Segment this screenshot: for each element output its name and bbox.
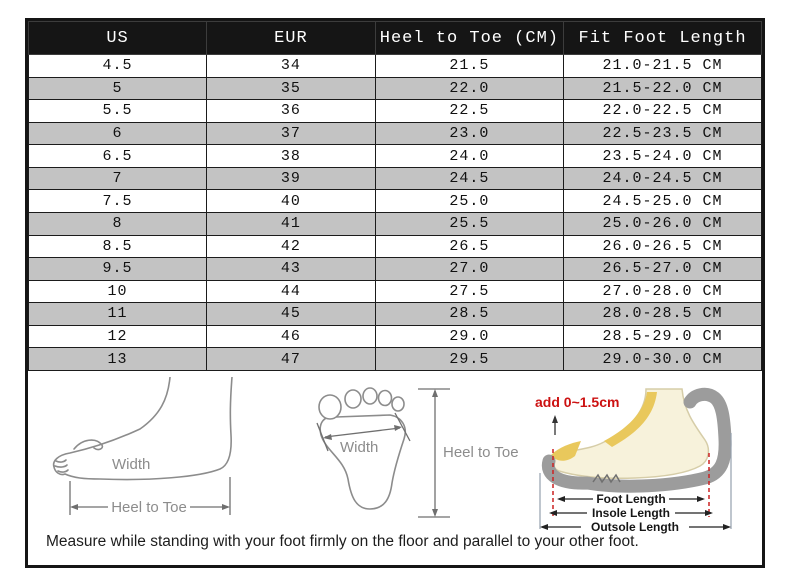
table-row: [29, 145, 762, 168]
us-size-cell: 6: [29, 122, 207, 145]
heel-to-toe-cell: 25.5: [375, 212, 563, 235]
col-header-eur: EUR: [207, 22, 376, 55]
eur-size-cell: 40: [207, 190, 376, 213]
table-row: [29, 77, 762, 100]
eur-size-cell: 36: [207, 100, 376, 123]
fit-foot-length-cell: 28.5-29.0 CM: [564, 325, 762, 348]
eur-size-cell: 39: [207, 167, 376, 190]
table-row: [29, 55, 762, 78]
us-size-cell: 4.5: [29, 55, 207, 78]
us-size-cell: 13: [29, 348, 207, 371]
fit-foot-length-cell: 24.5-25.0 CM: [564, 190, 762, 213]
toe-4: [379, 391, 392, 406]
eur-size-cell: 38: [207, 145, 376, 168]
heel-to-toe-cell: 23.0: [375, 122, 563, 145]
eur-size-cell: 44: [207, 280, 376, 303]
us-size-cell: 5.5: [29, 100, 207, 123]
big-toe: [319, 395, 341, 419]
eur-size-cell: 42: [207, 235, 376, 258]
us-size-cell: 8: [29, 212, 207, 235]
shoe-length-diagram: [535, 377, 750, 537]
us-size-cell: 9.5: [29, 258, 207, 281]
heel-to-toe-cell: 24.5: [375, 167, 563, 190]
heel-to-toe-cell: 27.5: [375, 280, 563, 303]
col-header-heel-to-toe: Heel to Toe (CM): [375, 22, 563, 55]
fit-foot-length-cell: 21.5-22.0 CM: [564, 77, 762, 100]
toe-2: [345, 390, 361, 408]
eur-size-cell: 45: [207, 303, 376, 326]
heel-to-toe-cell: 27.0: [375, 258, 563, 281]
us-size-cell: 5: [29, 77, 207, 100]
table-row: [29, 122, 762, 145]
size-chart-panel: [25, 18, 765, 568]
heel-to-toe-cell: 29.5: [375, 348, 563, 371]
table-row: [29, 212, 762, 235]
fit-foot-length-cell: 25.0-26.0 CM: [564, 212, 762, 235]
us-size-cell: 12: [29, 325, 207, 348]
side-width-label: Width: [112, 456, 151, 473]
toe-lines: [55, 460, 68, 472]
table-row: [29, 325, 762, 348]
toe-5: [392, 397, 404, 411]
top-heel-to-toe-label: Heel to Toe: [443, 444, 519, 461]
heel-to-toe-cell: 28.5: [375, 303, 563, 326]
us-size-cell: 8.5: [29, 235, 207, 258]
heel-to-toe-cell: 22.5: [375, 100, 563, 123]
outsole-length-label: Outsole Length: [591, 520, 679, 534]
fit-foot-length-cell: 23.5-24.0 CM: [564, 145, 762, 168]
side-heel-to-toe-label: Heel to Toe: [111, 499, 187, 516]
toe-3: [363, 388, 377, 404]
us-size-cell: 10: [29, 280, 207, 303]
eur-size-cell: 34: [207, 55, 376, 78]
eur-size-cell: 47: [207, 348, 376, 371]
measurement-diagrams: [28, 371, 762, 534]
heel-to-toe-cell: 29.0: [375, 325, 563, 348]
table-row: [29, 303, 762, 326]
heel-to-toe-cell: 26.5: [375, 235, 563, 258]
fit-foot-length-cell: 22.5-23.5 CM: [564, 122, 762, 145]
eur-size-cell: 43: [207, 258, 376, 281]
table-row: [29, 280, 762, 303]
heel-to-toe-cell: 24.0: [375, 145, 563, 168]
fit-foot-length-cell: 21.0-21.5 CM: [564, 55, 762, 78]
heel-to-toe-cell: 25.0: [375, 190, 563, 213]
fit-foot-length-cell: 29.0-30.0 CM: [564, 348, 762, 371]
table-row: [29, 348, 762, 371]
us-size-cell: 7: [29, 167, 207, 190]
table-row: [29, 167, 762, 190]
fit-foot-length-cell: 26.5-27.0 CM: [564, 258, 762, 281]
fit-foot-length-cell: 24.0-24.5 CM: [564, 167, 762, 190]
table-row: [29, 258, 762, 281]
measure-note: Measure while standing with your foot firmly on the floor and parallel to your other foot.: [46, 533, 639, 550]
insole-length-label: Insole Length: [592, 506, 670, 520]
us-size-cell: 7.5: [29, 190, 207, 213]
allowance-label: add 0~1.5cm: [535, 394, 620, 410]
eur-size-cell: 41: [207, 212, 376, 235]
foot-length-label: Foot Length: [596, 492, 666, 506]
us-size-cell: 6.5: [29, 145, 207, 168]
size-chart-table: [28, 21, 762, 371]
eur-size-cell: 35: [207, 77, 376, 100]
col-header-fit-foot-length: Fit Foot Length: [564, 22, 762, 55]
eur-size-cell: 37: [207, 122, 376, 145]
fit-foot-length-cell: 22.0-22.5 CM: [564, 100, 762, 123]
table-row: [29, 235, 762, 258]
header-row: [29, 22, 762, 55]
fit-foot-length-cell: 27.0-28.0 CM: [564, 280, 762, 303]
foot-side-view-diagram: [40, 377, 280, 527]
col-header-us: US: [29, 22, 207, 55]
size-chart-body: [29, 55, 762, 371]
heel-to-toe-cell: 22.0: [375, 77, 563, 100]
heel-to-toe-cell: 21.5: [375, 55, 563, 78]
fit-foot-length-cell: 28.0-28.5 CM: [564, 303, 762, 326]
table-row: [29, 100, 762, 123]
fit-foot-length-cell: 26.0-26.5 CM: [564, 235, 762, 258]
us-size-cell: 11: [29, 303, 207, 326]
eur-size-cell: 46: [207, 325, 376, 348]
table-row: [29, 190, 762, 213]
footprint-diagram: [290, 377, 525, 527]
top-width-label: Width: [340, 439, 379, 456]
